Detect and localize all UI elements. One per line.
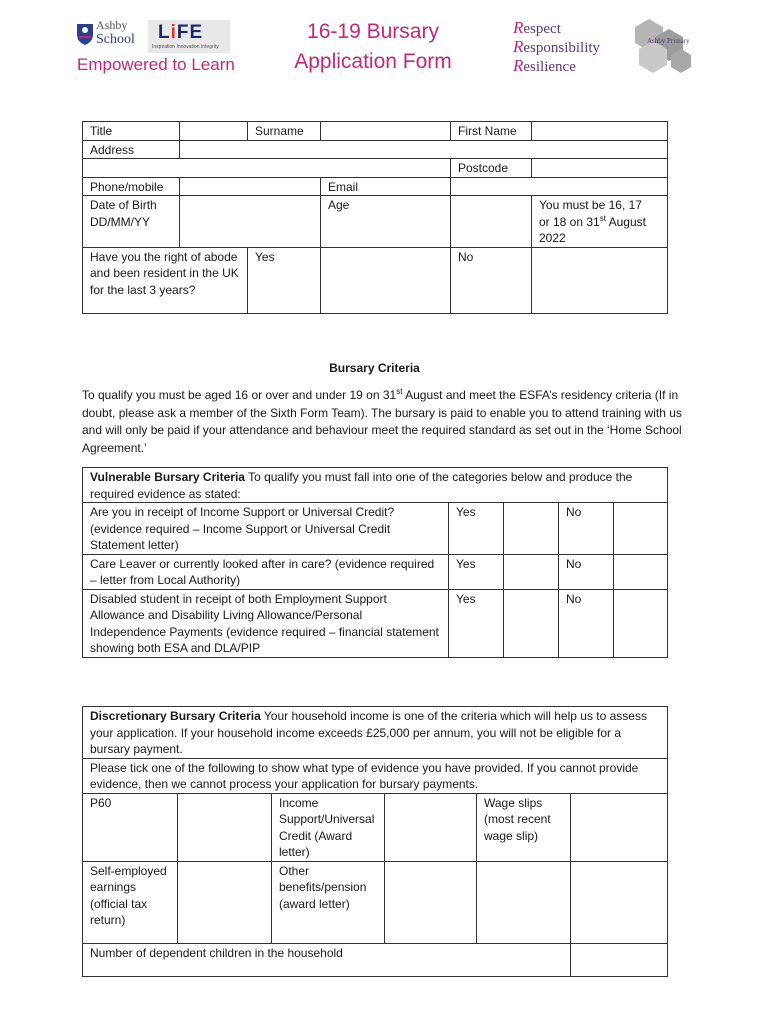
page-title-line1: 16-19 Bursary xyxy=(307,20,439,43)
surname-label: Surname xyxy=(248,122,321,141)
no-box[interactable] xyxy=(614,554,668,589)
bursary-criteria-text: To qualify you must be aged 16 or over and under 19 on 31st August and meet the ESFA’s residency criteria (If in doubt, please ask a member of the Sixth Form Team). The bursary is paid to enable you to attend training with us and will only be paid if your attendance and behaviour meet the required standard as set out in the ‘Home School Agreement.’ xyxy=(82,387,682,455)
postcode-input[interactable] xyxy=(532,159,668,178)
yes-label: Yes xyxy=(449,554,504,589)
title-input[interactable] xyxy=(180,122,248,141)
bursary-criteria-heading: Bursary Criteria xyxy=(329,361,420,375)
residency-no-box[interactable] xyxy=(532,247,668,313)
yes-box[interactable] xyxy=(504,589,559,657)
residency-yes-box[interactable] xyxy=(321,247,451,313)
yes-label: Yes xyxy=(449,589,504,657)
value-resilience: Resilience xyxy=(513,56,576,75)
postcode-label: Postcode xyxy=(451,159,532,178)
first-name-label: First Name xyxy=(451,122,532,141)
no-label: No xyxy=(559,503,614,555)
email-label: Email xyxy=(321,177,451,196)
self-employed-box[interactable] xyxy=(178,861,272,943)
p60-box[interactable] xyxy=(178,793,272,861)
age-label: Age xyxy=(321,196,451,248)
dependents-label: Number of dependent children in the household xyxy=(83,943,571,976)
table-row xyxy=(83,503,668,555)
table-row xyxy=(83,554,668,589)
address-input-line2[interactable] xyxy=(83,159,451,178)
discretionary-bursary-table xyxy=(82,706,668,977)
tagline: Empowered to Learn xyxy=(77,55,235,74)
ashby-school-logo xyxy=(76,18,146,54)
no-box[interactable] xyxy=(614,503,668,555)
first-name-input[interactable] xyxy=(532,122,668,141)
vulnerable-criteria-heading: Vulnerable Bursary Criteria To qualify you must fall into one of the categories below and produce the required evidence as stated: xyxy=(83,468,668,503)
hex-logo-text: Ashby Primary xyxy=(647,37,690,45)
wage-slips-box[interactable] xyxy=(571,793,668,861)
dependents-input[interactable] xyxy=(571,943,668,976)
phone-label: Phone/mobile xyxy=(83,177,180,196)
value-responsibility: Responsibility xyxy=(513,37,601,56)
shield-icon xyxy=(76,22,94,46)
p60-label: P60 xyxy=(83,793,178,861)
table-row xyxy=(83,589,668,657)
yes-label: Yes xyxy=(449,503,504,555)
dob-label: Date of Birth DD/MM/YY xyxy=(83,196,180,248)
school-name-line1: Ashby xyxy=(96,18,128,32)
care-leaver-question: Care Leaver or currently looked after in care? (evidence required – letter from Local Authority) xyxy=(83,554,449,589)
income-support-box[interactable] xyxy=(385,793,477,861)
hexagon-logo-icon xyxy=(625,15,693,75)
income-support-label: Income Support/Universal Credit (Award letter) xyxy=(272,793,385,861)
no-label: No xyxy=(559,589,614,657)
personal-details-table xyxy=(82,121,668,314)
surname-input[interactable] xyxy=(321,122,451,141)
address-input[interactable] xyxy=(180,140,668,159)
vulnerable-bursary-table xyxy=(82,467,668,658)
residency-yes-label: Yes xyxy=(248,247,321,313)
school-name-line2: School xyxy=(96,32,135,47)
yes-box[interactable] xyxy=(504,503,559,555)
yes-box[interactable] xyxy=(504,554,559,589)
other-benefits-label: Other benefits/pension (award letter) xyxy=(272,861,385,943)
other-benefits-box[interactable] xyxy=(385,861,477,943)
empty-cell xyxy=(477,861,571,943)
life-logo xyxy=(148,20,230,53)
evidence-instruction: Please tick one of the following to show what type of evidence you have provided. If you cannot provide evidence, then we cannot process your application for bursary payments. xyxy=(83,758,668,793)
no-label: No xyxy=(559,554,614,589)
life-tagline: Inspiration Innovation Integrity xyxy=(152,44,219,50)
title-label: Title xyxy=(83,122,180,141)
page-title-line2: Application Form xyxy=(294,50,452,73)
no-box[interactable] xyxy=(614,589,668,657)
self-employed-label: Self-employed earnings (official tax return) xyxy=(83,861,178,943)
disabled-student-question: Disabled student in receipt of both Employment Support Allowance and Disability Living Allowance/Personal Independence Payments (evidence required – financial statement showing both ESA and DLA/PIP xyxy=(83,589,449,657)
address-label: Address xyxy=(83,140,180,159)
age-requirement-note: You must be 16, 17 or 18 on 31st August 2022 xyxy=(532,196,668,248)
residency-question: Have you the right of abode and been resident in the UK for the last 3 years? xyxy=(83,247,248,313)
residency-no-label: No xyxy=(451,247,532,313)
empty-cell xyxy=(571,861,668,943)
dob-input[interactable] xyxy=(180,196,321,248)
wage-slips-label: Wage slips (most recent wage slip) xyxy=(477,793,571,861)
income-support-question: Are you in receipt of Income Support or Universal Credit? (evidence required – Income Support or Universal Credit Statement letter) xyxy=(83,503,449,555)
discretionary-criteria-heading: Discretionary Bursary Criteria Your household income is one of the criteria which will help us to assess your application. If your household income exceeds £25,000 per annum, you will not be eligible for a bursary payment. xyxy=(83,707,668,759)
email-input[interactable] xyxy=(451,177,668,196)
phone-input[interactable] xyxy=(180,177,321,196)
age-input[interactable] xyxy=(451,196,532,248)
life-wordmark: LiFE xyxy=(158,22,204,43)
value-respect: Respect xyxy=(513,18,561,37)
